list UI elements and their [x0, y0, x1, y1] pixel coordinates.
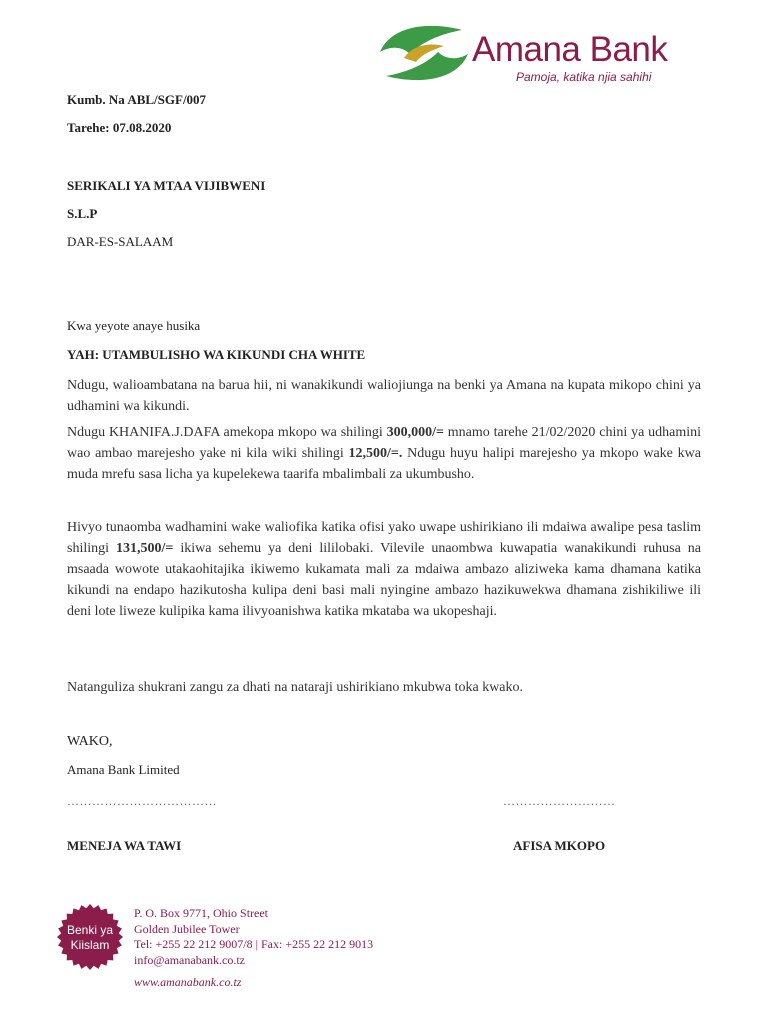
- p2-text-a: Ndugu KHANIFA.J.DAFA amekopa mkopo wa shilingi: [67, 425, 387, 440]
- bank-tagline: Pamoja, katika njia sahihi: [516, 70, 652, 84]
- footer-address-line1: P. O. Box 9771, Ohio Street: [134, 906, 269, 920]
- seal-text-line1: Benki ya: [66, 923, 114, 937]
- letter-date: Tarehe: 07.08.2020: [67, 120, 172, 135]
- loan-amount: 300,000/=: [386, 425, 444, 440]
- reference-number: Kumb. Na ABL/SGF/007: [67, 92, 207, 107]
- footer-address-line2: Golden Jubilee Tower: [134, 922, 240, 936]
- footer-website[interactable]: www.amanabank.co.tz: [134, 975, 242, 989]
- paragraph-intro: Ndugu, walioambatana na barua hii, ni wanakikundi waliojiunga na benki ya Amana na kupata mikopo chini ya udhamini wa kikundi.: [67, 378, 701, 414]
- recipient-po-box: S.L.P: [67, 206, 98, 221]
- paragraph-loan-details: [67, 422, 701, 485]
- company-name: Amana Bank Limited: [67, 762, 180, 777]
- signature-line-left: ………………………………: [67, 794, 217, 808]
- bank-logo: [374, 18, 704, 88]
- footer-phone: Tel: +255 22 212 9007/8 | Fax: +255 22 212 9013: [134, 937, 374, 951]
- weekly-repayment: 12,500/=.: [348, 446, 403, 461]
- letter-subject: YAH: UTAMBULISHO WA KIKUNDI CHA WHITE: [67, 347, 366, 362]
- p3-text-b: ikiwa sehemu ya deni lililobaki. Vilevile unaombwa kuwapatia wanakikundi ruhusa na msaada wowote utakaohitajika ikiwemo kukamata mali za mdaiwa ambazo aliziweka kama dhamana katika kikundi na endapo hazikutosha kulipa deni basi mali nyingine ambazo hazikuwekwa dhamana zishikiliwe ili deni lote liweze kulipika kama ilivyoanishwa katika mkataba wa ukopeshaji.: [67, 541, 701, 619]
- p3-text-a: Hivyo tunaomba wadhamini wake waliofika katika ofisi yako uwape ushirikiano ili mdaiwa awalipe pesa taslim shilingi: [67, 520, 701, 556]
- outstanding-amount: 131,500/=: [115, 541, 174, 556]
- recipient-name: SERIKALI YA MTAA VIJIBWENI: [67, 178, 266, 193]
- bank-logo-icon: [374, 20, 474, 86]
- signatory-title-right: AFISA MKOPO: [513, 838, 606, 853]
- benki-ya-kiislam-seal-icon: [56, 903, 124, 971]
- seal-text-line2: Kiislam: [70, 938, 110, 952]
- p2-text-b: mnamo tarehe 21/02/2020 chini ya udhamini wao ambao marejesho yake ni kila wiki shilingi: [67, 425, 702, 461]
- paragraph-request: [67, 517, 701, 622]
- bank-name: Amana Bank: [472, 30, 668, 69]
- p2-text-c: Ndugu huyu halipi marejesho ya mkopo wake kwa muda mrefu sasa licha ya kupelekewa taarifa mbalimbali za ukumbusho.: [67, 446, 701, 482]
- closing-wako: WAKO,: [67, 734, 113, 749]
- paragraph-thanks: Natanguliza shukrani zangu za dhati na nataraji ushirikiano mkubwa toka kwako.: [67, 680, 524, 695]
- footer-email[interactable]: info@amanabank.co.tz: [134, 953, 246, 967]
- salutation: Kwa yeyote anaye husika: [67, 318, 201, 333]
- signature-line-right: ………………………: [503, 794, 616, 808]
- recipient-city: DAR-ES-SALAAM: [67, 234, 174, 249]
- signatory-title-left: MENEJA WA TAWI: [67, 838, 182, 853]
